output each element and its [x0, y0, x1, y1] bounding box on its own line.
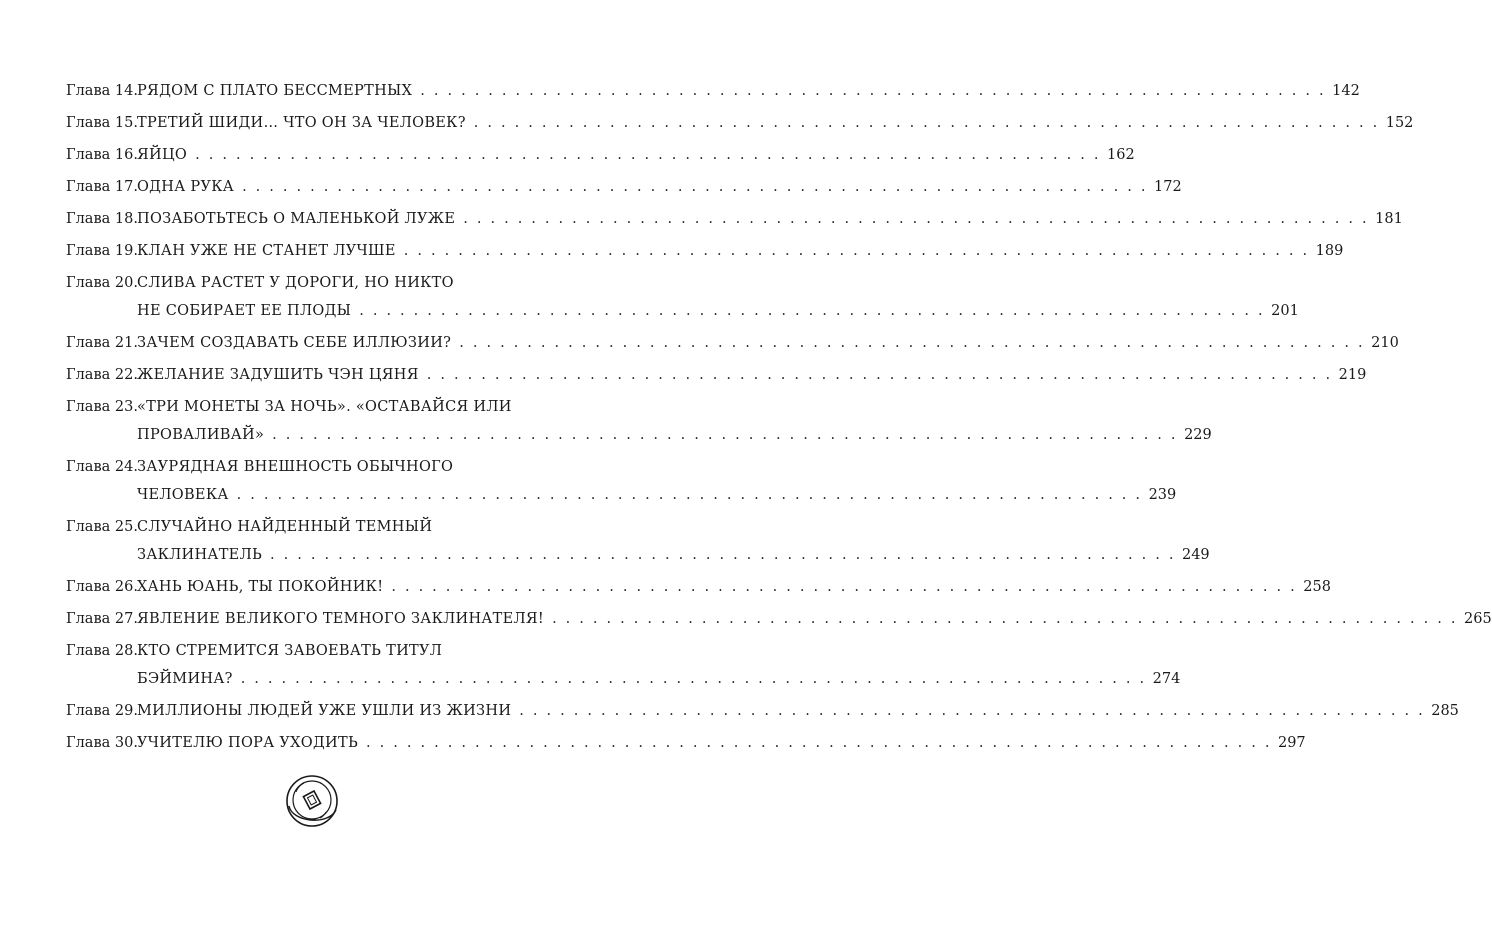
- toc-entry: [66, 364, 1367, 386]
- dot-leader: [272, 424, 1178, 446]
- chapter-title-line: [137, 576, 1331, 598]
- chapter-body: [137, 640, 1180, 690]
- chapter-title: РЯДОМ С ПЛАТО БЕССМЕРТНЫХ: [137, 83, 413, 99]
- chapter-title: ТРЕТИЙ ШИДИ… ЧТО ОН ЗА ЧЕЛОВЕК?: [137, 115, 466, 131]
- chapter-title: КЛАН УЖЕ НЕ СТАНЕТ ЛУЧШЕ: [137, 243, 396, 259]
- dot-leader: [463, 208, 1369, 230]
- chapter-title-line: [137, 364, 1366, 386]
- chapter-title-line: [137, 732, 1306, 754]
- page-number: 258: [1303, 579, 1331, 595]
- chapter-title: УЧИТЕЛЮ ПОРА УХОДИТЬ: [137, 735, 359, 751]
- dot-leader: [427, 364, 1333, 386]
- toc-entry: [66, 208, 1403, 230]
- toc-entry: [66, 176, 1182, 198]
- chapter-title: «ТРИ МОНЕТЫ ЗА НОЧЬ». «ОСТАВАЙСЯ ИЛИ: [137, 399, 512, 415]
- chapter-title: МИЛЛИОНЫ ЛЮДЕЙ УЖЕ УШЛИ ИЗ ЖИЗНИ: [137, 703, 512, 719]
- page-number: 249: [1181, 547, 1210, 563]
- toc-entry: [66, 272, 1299, 322]
- toc-entry: [66, 700, 1459, 722]
- chapter-title: НЕ СОБИРАЕТ ЕЕ ПЛОДЫ: [137, 303, 352, 319]
- page-number: 229: [1184, 427, 1212, 443]
- chapter-label: Глава 28.: [66, 643, 138, 659]
- dot-leader: [237, 484, 1143, 506]
- chapter-body: [137, 176, 1182, 198]
- chapter-label: Глава 23.: [66, 399, 138, 415]
- toc-entry: [66, 332, 1399, 354]
- page-number: 189: [1315, 243, 1344, 259]
- chapter-body: [137, 112, 1413, 134]
- page-number: 297: [1277, 735, 1306, 751]
- chapter-title: СЛУЧАЙНО НАЙДЕННЫЙ ТЕМНЫЙ: [137, 519, 433, 535]
- page-number: 181: [1375, 211, 1403, 227]
- page-number: 172: [1154, 179, 1182, 195]
- dot-leader: [195, 144, 1101, 166]
- chapter-title: ПОЗАБОТЬТЕСЬ О МАЛЕНЬКОЙ ЛУЖЕ: [137, 211, 456, 227]
- coin-icon: [282, 770, 342, 830]
- page-number: 201: [1271, 303, 1299, 319]
- dot-leader: [366, 732, 1272, 754]
- chapter-label: Глава 29.: [66, 703, 138, 719]
- chapter-body: [137, 364, 1366, 386]
- chapter-label: Глава 16.: [66, 147, 138, 163]
- chapter-label: Глава 30.: [66, 735, 138, 751]
- chapter-body: [137, 396, 1212, 446]
- chapter-label: Глава 20.: [66, 275, 138, 291]
- toc-entry: [66, 516, 1210, 566]
- dot-leader: [391, 576, 1297, 598]
- chapter-body: [137, 272, 1299, 322]
- chapter-title: ЯВЛЕНИЕ ВЕЛИКОГО ТЕМНОГО ЗАКЛИНАТЕЛЯ!: [137, 611, 545, 627]
- chapter-title: ЗАКЛИНАТЕЛЬ: [137, 547, 263, 563]
- chapter-title: КТО СТРЕМИТСЯ ЗАВОЕВАТЬ ТИТУЛ: [137, 643, 443, 659]
- chapter-title-line: [137, 176, 1182, 198]
- dot-leader: [552, 608, 1458, 630]
- chapter-label: Глава 24.: [66, 459, 138, 475]
- page-number: 219: [1338, 367, 1367, 383]
- chapter-label: Глава 15.: [66, 115, 138, 131]
- dot-leader: [241, 668, 1147, 690]
- chapter-title-line: [137, 240, 1343, 262]
- chapter-body: [137, 332, 1399, 354]
- chapter-title-line: [137, 300, 1299, 322]
- dot-leader: [459, 332, 1365, 354]
- chapter-title: СЛИВА РАСТЕТ У ДОРОГИ, НО НИКТО: [137, 275, 454, 291]
- chapter-body: [137, 732, 1306, 754]
- chapter-title: БЭЙМИНА?: [137, 671, 233, 687]
- chapter-title-line: [137, 484, 1176, 506]
- chapter-body: [137, 240, 1343, 262]
- page-number: 285: [1431, 703, 1459, 719]
- chapter-title-line: [137, 144, 1135, 166]
- chapter-body: [137, 456, 1176, 506]
- dot-leader: [359, 300, 1265, 322]
- chapter-title-line: [137, 608, 1492, 630]
- chapter-title-line: [137, 544, 1210, 566]
- chapter-title-line: [137, 80, 1360, 102]
- page-number: 239: [1148, 487, 1177, 503]
- chapter-title-line: [137, 272, 1299, 294]
- chapter-label: Глава 25.: [66, 519, 138, 535]
- chapter-body: [137, 576, 1331, 598]
- chapter-title-line: [137, 424, 1212, 446]
- chapter-label: Глава 19.: [66, 243, 138, 259]
- page-number: 142: [1332, 83, 1360, 99]
- chapter-title: ЧЕЛОВЕКА: [137, 487, 229, 503]
- toc-entry: [66, 640, 1181, 690]
- chapter-label: Глава 26.: [66, 579, 138, 595]
- chapter-body: [137, 608, 1492, 630]
- dot-leader: [420, 80, 1326, 102]
- toc-entry: [66, 396, 1212, 446]
- page-number: 152: [1385, 115, 1414, 131]
- chapter-title: ХАНЬ ЮАНЬ, ТЫ ПОКОЙНИК!: [137, 579, 384, 595]
- chapter-body: [137, 516, 1210, 566]
- chapter-title: ЖЕЛАНИЕ ЗАДУШИТЬ ЧЭН ЦЯНЯ: [137, 367, 419, 383]
- dot-leader: [270, 544, 1176, 566]
- chapter-body: [137, 700, 1459, 722]
- page-number: 210: [1371, 335, 1399, 351]
- page-number: 274: [1152, 671, 1181, 687]
- chapter-title-line: [137, 700, 1459, 722]
- chapter-title-line: [137, 396, 1212, 418]
- chapter-label: Глава 18.: [66, 211, 138, 227]
- dot-leader: [519, 700, 1425, 722]
- chapter-title-line: [137, 332, 1399, 354]
- toc-entry: [66, 112, 1414, 134]
- chapter-title-line: [137, 668, 1180, 690]
- chapter-title: ЯЙЦО: [137, 147, 188, 163]
- chapter-label: Глава 27.: [66, 611, 138, 627]
- toc-entry: [66, 608, 1492, 630]
- chapter-title-line: [137, 208, 1403, 230]
- chapter-title: ОДНА РУКА: [137, 179, 235, 195]
- chapter-label: Глава 22.: [66, 367, 138, 383]
- chapter-title: ЗАЧЕМ СОЗДАВАТЬ СЕБЕ ИЛЛЮЗИИ?: [137, 335, 452, 351]
- chapter-title-line: [137, 456, 1176, 478]
- toc-entry: [66, 144, 1135, 166]
- chapter-title: ЗАУРЯДНАЯ ВНЕШНОСТЬ ОБЫЧНОГО: [137, 459, 454, 475]
- chapter-body: [137, 80, 1360, 102]
- toc-entry: [66, 576, 1331, 598]
- chapter-label: Глава 21.: [66, 335, 138, 351]
- table-of-contents: [66, 80, 1492, 764]
- dot-leader: [474, 112, 1380, 134]
- chapter-body: [137, 208, 1403, 230]
- toc-entry: [66, 240, 1344, 262]
- coin-ornament-svg: [282, 770, 342, 830]
- chapter-body: [137, 144, 1135, 166]
- toc-entry: [66, 80, 1360, 102]
- chapter-title-line: [137, 112, 1413, 134]
- toc-entry: [66, 456, 1177, 506]
- page-number: 265: [1464, 611, 1492, 627]
- chapter-title-line: [137, 516, 1210, 538]
- chapter-title: ПРОВАЛИВАЙ»: [137, 427, 265, 443]
- dot-leader: [242, 176, 1148, 198]
- dot-leader: [404, 240, 1310, 262]
- chapter-title-line: [137, 640, 1180, 662]
- page-number: 162: [1107, 147, 1135, 163]
- chapter-label: Глава 14.: [66, 83, 138, 99]
- chapter-label: Глава 17.: [66, 179, 138, 195]
- toc-entry: [66, 732, 1306, 754]
